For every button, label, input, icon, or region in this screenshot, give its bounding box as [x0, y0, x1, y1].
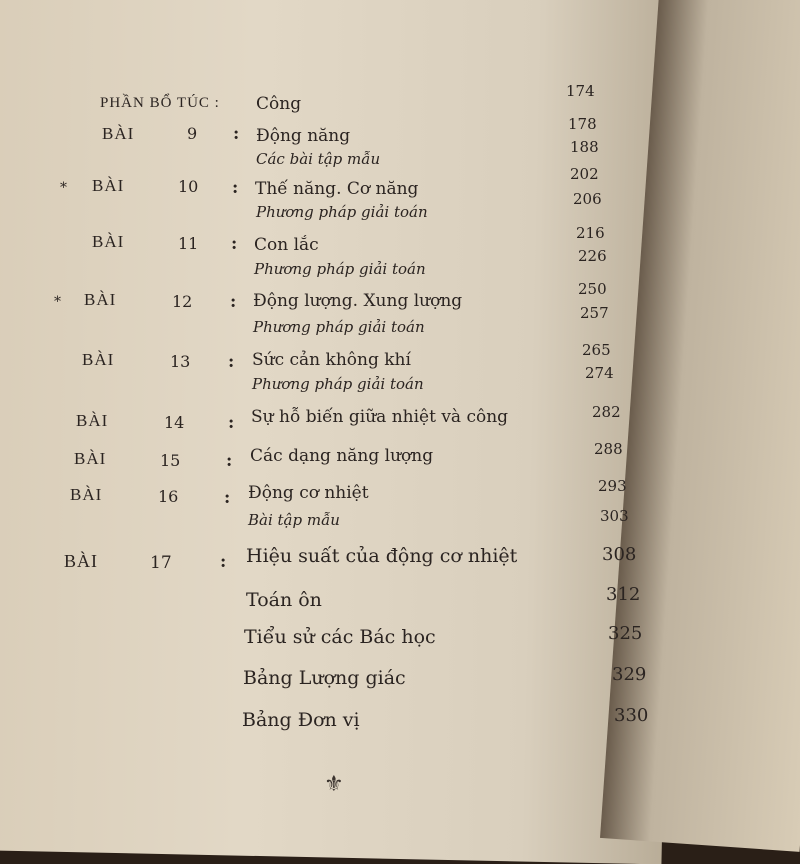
- toc-colon: :: [220, 552, 227, 572]
- toc-extra-page: 329: [612, 664, 647, 685]
- toc-entry-page: 282: [592, 403, 621, 421]
- toc-entry-title: Động năng: [256, 126, 351, 146]
- toc-entry-subtitle: Phương pháp giải toán: [252, 375, 424, 393]
- toc-header-label: PHẦN BỔ TÚC :: [100, 95, 220, 111]
- toc-entry-label: BÀI: [82, 350, 115, 369]
- toc-colon: :: [226, 451, 233, 471]
- toc-entry-number: 14: [164, 413, 185, 432]
- toc-extra-page-wrap: [608, 623, 642, 644]
- toc-entry-subtitle: Các bài tập mẫu: [256, 150, 381, 168]
- toc-entry-page: 178: [568, 115, 597, 133]
- toc-extra-title: Toán ôn: [246, 589, 322, 611]
- toc-entry-title: Động lượng. Xung lượng: [253, 291, 463, 311]
- toc-extra-title-wrap: [244, 626, 436, 648]
- toc-entry-title: Sức cản không khí: [252, 350, 411, 370]
- toc-entry-title: Sự hỗ biến giữa nhiệt và công: [251, 407, 509, 427]
- toc-entry-page: 265: [582, 341, 611, 359]
- toc-star-marker: *: [60, 180, 67, 196]
- toc-entry-subpage: 303: [600, 507, 629, 525]
- toc-entry-number: 10: [178, 177, 199, 196]
- toc-header-title: Công: [256, 94, 302, 114]
- toc-colon: :: [230, 292, 237, 312]
- toc-extra-page: 330: [614, 705, 649, 726]
- toc-entry-number: 15: [160, 451, 181, 470]
- toc-extra-title-wrap: [243, 667, 406, 689]
- toc-entry-number: 17: [150, 553, 172, 573]
- toc-entry-title: Động cơ nhiệt: [248, 483, 369, 503]
- toc-entry-label: BÀI: [92, 232, 125, 251]
- toc-extra-title: Tiểu sử các Bác học: [244, 626, 436, 648]
- toc-entry-page: 308: [602, 544, 637, 565]
- toc-colon: :: [224, 488, 231, 508]
- toc-extra-title: Bảng Lượng giác: [243, 667, 406, 689]
- toc-entry-subpage: 257: [580, 304, 609, 322]
- toc-colon: :: [231, 234, 238, 254]
- toc-extra-title: Bảng Đơn vị: [242, 709, 360, 731]
- toc-entry-number: 11: [178, 234, 199, 253]
- toc-entry-label: BÀI: [76, 411, 109, 430]
- toc-colon: :: [232, 178, 239, 198]
- toc-entry-label: BÀI: [92, 176, 125, 195]
- toc-extra-page-wrap: [614, 705, 648, 726]
- toc-extra-page-wrap: [606, 584, 640, 605]
- toc-entry-page: 202: [570, 165, 599, 183]
- toc-entry-subpage: 188: [570, 138, 599, 156]
- toc-entry-subpage: 274: [585, 364, 614, 382]
- toc-entry-label: BÀI: [74, 449, 107, 468]
- toc-entry-page: 250: [578, 280, 607, 298]
- toc-extra-page: 325: [608, 623, 643, 644]
- toc-entry-title: Hiệu suất của động cơ nhiệt: [246, 545, 518, 567]
- toc-entry-subtitle: Bài tập mẫu: [248, 511, 340, 529]
- toc-entry-subtitle: Phương pháp giải toán: [254, 260, 426, 278]
- toc-entry-page: 293: [598, 477, 627, 495]
- toc-entry-label: BÀI: [64, 551, 98, 571]
- toc-entry-title: Con lắc: [254, 235, 319, 255]
- toc-entry-title-wrap: [246, 545, 517, 567]
- toc-entry-subpage: 226: [578, 247, 607, 265]
- toc-entry-label: BÀI: [102, 124, 135, 143]
- toc-entry-label: BÀI: [70, 485, 103, 504]
- toc-entry-number: 12: [172, 292, 193, 311]
- toc-colon: :: [228, 413, 235, 433]
- toc-extra-page: 312: [606, 584, 641, 605]
- toc-entry-number: 16: [158, 487, 179, 506]
- toc-extra-title-wrap: [242, 709, 360, 731]
- toc-entry-title: Các dạng năng lượng: [250, 446, 434, 466]
- toc-extra-page-wrap: [612, 664, 646, 685]
- toc-extra-title-wrap: [246, 589, 322, 611]
- toc-colon: :: [233, 124, 240, 144]
- toc-entry-page: 216: [576, 224, 605, 242]
- toc-entry-subtitle: Phương pháp giải toán: [256, 203, 428, 221]
- toc-entry-number: 13: [170, 352, 191, 371]
- toc-header-page: 174: [566, 82, 595, 100]
- toc-entry-label: BÀI: [84, 290, 117, 309]
- toc-entry-title: Thế năng. Cơ năng: [255, 179, 419, 199]
- toc-entry-number: 9: [187, 124, 198, 143]
- toc-entry-subpage: 206: [573, 190, 602, 208]
- toc-entry-page-wrap: [602, 544, 636, 565]
- ornament-icon: ⚜: [324, 772, 344, 797]
- toc-star-marker: *: [54, 294, 61, 310]
- toc-entry-page: 288: [594, 440, 623, 458]
- toc-entry-subtitle: Phương pháp giải toán: [253, 318, 425, 336]
- toc-colon: :: [228, 352, 235, 372]
